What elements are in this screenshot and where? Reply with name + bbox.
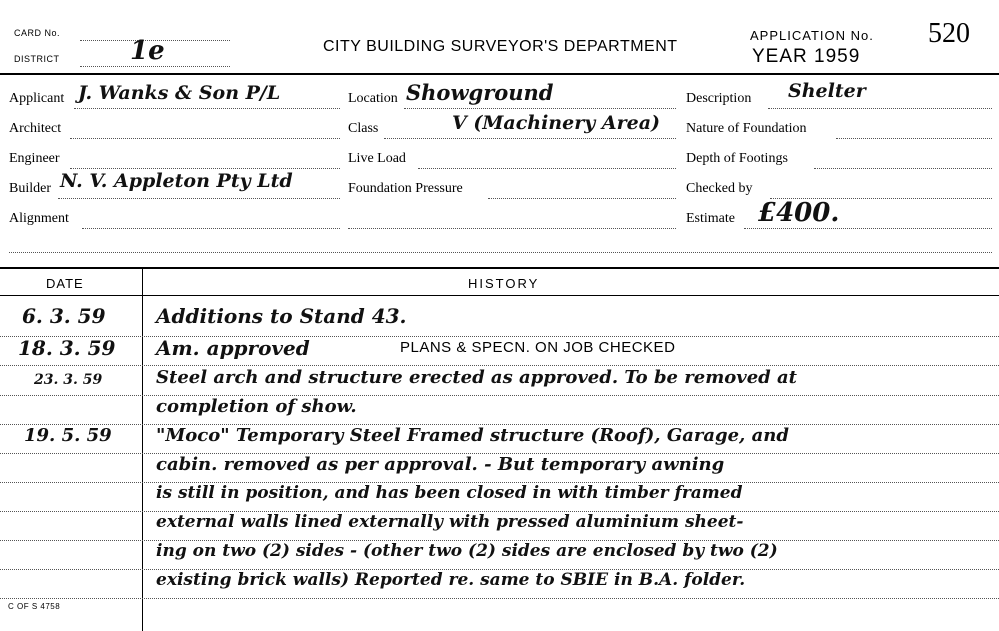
district-line [80,66,230,67]
description-line [768,108,992,109]
foundation-pressure-label: Foundation Pressure [348,181,463,196]
history-date: 23. 3. 59 [34,372,103,388]
location-value: Showground [406,80,554,105]
rule-1 [0,336,999,337]
builder-label: Builder [9,181,51,196]
depth-of-footings-label: Depth of Footings [686,151,788,166]
class-value: V (Machinery Area) [452,112,660,134]
alignment-label: Alignment [9,211,69,226]
approval-stamp: PLANS & SPECN. ON JOB CHECKED [400,339,676,356]
application-no-label: APPLICATION No. [750,28,874,43]
application-no-value: 520 [928,18,970,49]
depth-of-footings-line [814,168,992,169]
checked-by-label: Checked by [686,181,753,196]
alignment-line [82,228,340,229]
date-column-divider [142,268,143,631]
nature-of-foundation-label: Nature of Foundation [686,121,807,136]
card-no-label: CARD No. [14,28,61,38]
foundation-pressure-line [488,198,676,199]
location-line [404,108,676,109]
engineer-line [70,168,340,169]
history-entry: Am. approved [156,336,310,360]
history-date: 6. 3. 59 [22,304,106,328]
history-entry: "Moco" Temporary Steel Framed structure (Roof), Garage, and [156,425,789,446]
header-rule [0,73,999,75]
description-value: Shelter [788,80,866,102]
engineer-label: Engineer [9,151,60,166]
rule-3 [0,395,999,396]
description-label: Description [686,91,752,106]
history-entry: Steel arch and structure erected as approved. To be removed at [156,367,797,388]
builder-value: N. V. Appleton Pty Ltd [60,170,293,192]
location-label: Location [348,91,398,106]
history-entry: external walls lined externally with pressed aluminium sheet- [156,512,744,532]
history-date: 18. 3. 59 [18,336,116,360]
applicant-value: J. Wanks & Son P/L [78,82,281,104]
live-load-label: Live Load [348,151,406,166]
architect-label: Architect [9,121,62,136]
history-entry: Additions to Stand 43. [156,304,407,328]
rule-2 [0,365,999,366]
applicant-label: Applicant [9,91,65,106]
architect-line [70,138,340,139]
history-entry: ing on two (2) sides - (other two (2) sides are enclosed by two (2) [156,541,778,561]
history-entry: cabin. removed as per approval. - But temporary awning [156,454,725,475]
field-block-bottom-line [9,252,992,253]
estimate-value: £400. [758,198,840,228]
estimate-label: Estimate [686,211,735,226]
form-code: C OF S 4758 [8,602,61,611]
district-value: 1e [130,36,165,66]
builder-line [58,198,340,199]
rule-10 [0,598,999,599]
history-date: 19. 5. 59 [24,425,112,446]
date-header: DATE [46,276,84,291]
history-top-rule [0,267,999,269]
history-header: HISTORY [468,276,540,291]
nature-of-foundation-line [836,138,992,139]
estimate-line [744,228,992,229]
middle-extra-line [348,228,676,229]
live-load-line [418,168,676,169]
district-label: DISTRICT [14,54,60,64]
class-label: Class [348,121,379,136]
year-label: YEAR 1959 [752,46,861,67]
history-header-rule [0,295,999,296]
applicant-line [74,108,340,109]
class-line [384,138,676,139]
history-entry: existing brick walls) Reported re. same to SBIE in B.A. folder. [156,570,746,590]
department-title: CITY BUILDING SURVEYOR'S DEPARTMENT [323,38,678,55]
history-entry: is still in position, and has been closed in with timber framed [156,483,743,503]
history-entry: completion of show. [156,396,357,417]
